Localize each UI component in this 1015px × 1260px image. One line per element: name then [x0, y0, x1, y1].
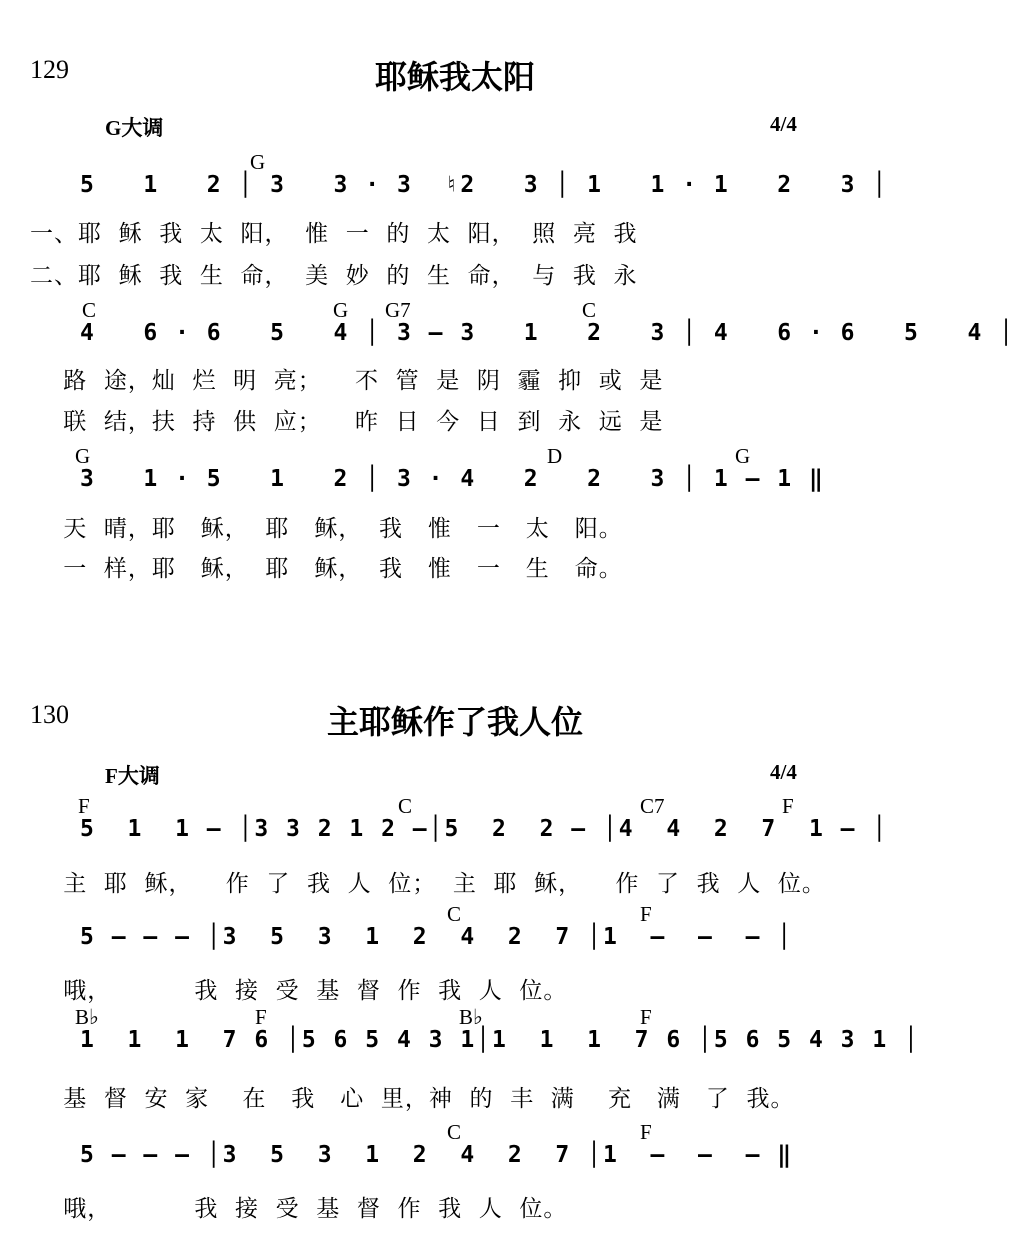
key-signature: F大调 — [105, 764, 160, 788]
chord-label: D — [547, 444, 563, 468]
song-number: 129 — [30, 55, 69, 84]
notation-line: 1 1 1 7 6 │5 6 5 4 3 1│1 1 1 7 6 │5 6 5 4 3 1 │ — [80, 1027, 920, 1053]
notation-line: 5 1 2 │ 3 3 · 3 ♮2 3 │ 1 1 · 1 2 3 │ — [80, 172, 889, 198]
chord-label: C — [582, 298, 597, 322]
lyric-verse-2: 一 样，耶 稣， 耶 稣， 我 惟 一 生 命。 — [30, 556, 623, 582]
chord-label: G — [333, 298, 349, 322]
song-number: 130 — [30, 700, 69, 729]
time-signature: 4/4 — [770, 112, 797, 136]
chord-label: F — [640, 902, 652, 926]
song-title: 耶稣我太阳 — [374, 58, 535, 96]
lyric-line: 哦， 我 接 受 基 督 作 我 人 位。 — [30, 1196, 568, 1222]
key-signature: G大调 — [105, 116, 164, 140]
lyric-verse-1: 路 途，灿 烂 明 亮； 不 管 是 阴 霾 抑 或 是 — [30, 368, 664, 394]
song-title: 主耶稣作了我人位 — [326, 703, 583, 741]
notation-line: 4 6 · 6 5 4 │ 3 — 3 1 2 3 │ 4 6 · 6 5 4 │ — [80, 320, 1015, 346]
chord-label: C — [447, 1120, 462, 1144]
notation-line: 5 — — — │3 5 3 1 2 4 2 7 │1 — — — │ — [80, 924, 794, 950]
chord-label: F — [640, 1120, 652, 1144]
chord-label: F — [255, 1005, 267, 1029]
chord-label: G7 — [385, 298, 411, 322]
notation-line: 3 1 · 5 1 2 │ 3 · 4 2 2 3 │ 1 — 1 ‖ — [80, 466, 825, 492]
chord-label: C — [447, 902, 462, 926]
notation-line: 5 1 1 — │3 3 2 1 2 —│5 2 2 — │4 4 2 7 1 — │ — [80, 816, 889, 842]
lyric-line: 基 督 安 家 在 我 心 里，神 的 丰 满 充 满 了 我。 — [30, 1086, 795, 1112]
chord-label: C — [398, 794, 413, 818]
lyric-verse-2: 联 结，扶 持 供 应； 昨 日 今 日 到 永 远 是 — [30, 409, 664, 435]
lyric-line: 主 耶 稣， 作 了 我 人 位； 主 耶 稣， 作 了 我 人 位。 — [30, 871, 826, 897]
lyric-verse-1: 一、耶 稣 我 太 阳， 惟 一 的 太 阳， 照 亮 我 — [30, 221, 638, 247]
chord-label: C7 — [640, 794, 665, 818]
chord-label: C — [82, 298, 97, 322]
time-signature: 4/4 — [770, 760, 797, 784]
lyric-verse-1: 天 晴，耶 稣， 耶 稣， 我 惟 一 太 阳。 — [30, 516, 623, 542]
chord-label: G — [75, 444, 91, 468]
chord-label: B♭ — [75, 1005, 99, 1029]
chord-label: F — [640, 1005, 652, 1029]
chord-label: F — [782, 794, 794, 818]
chord-label: G — [735, 444, 751, 468]
lyric-verse-2: 二、耶 稣 我 生 命， 美 妙 的 生 命， 与 我 永 — [30, 263, 638, 289]
chord-label: B♭ — [459, 1005, 483, 1029]
lyric-line: 哦， 我 接 受 基 督 作 我 人 位。 — [30, 978, 568, 1004]
chord-label: G — [250, 150, 266, 174]
chord-label: F — [78, 794, 90, 818]
notation-line: 5 — — — │3 5 3 1 2 4 2 7 │1 — — — ‖ — [80, 1142, 794, 1168]
